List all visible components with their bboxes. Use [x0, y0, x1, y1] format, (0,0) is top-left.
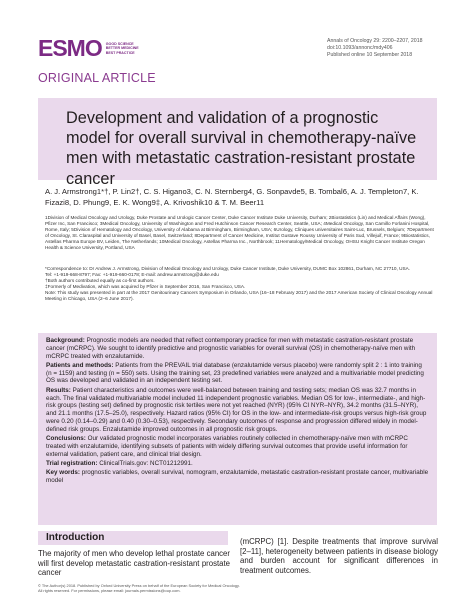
copyright-line: © The Author(s) 2018. Published by Oxford University Press on behalf of the European Society for Medical Oncology. [38, 583, 240, 588]
abstract-panel [38, 333, 437, 525]
title-panel [38, 98, 437, 188]
intro-text-left: The majority of men who develop lethal prostate cancer will first develop metastatic castration-resistant prostate cancer [38, 549, 230, 578]
copyright-footer [38, 583, 437, 593]
published-date: Published online 10 September 2018 [327, 52, 413, 58]
citation: Annals of Oncology 29: 2200–2207, 2018 [327, 38, 423, 44]
correspondence-line: *Correspondence to: Dr Andrew J. Armstrong, Division of Medical Oncology and Urology, Duke Cancer Institute, Duke University, DUMC Box 102861, Durham, NC 27710, USA. [45, 266, 411, 271]
section-text: Patients from the PREVAIL trial database (enzalutamide versus placebo) were randomly split 2 : 1 into training (n = 1159) and testing (n = 550) sets. Using the training set, 23 predefined variables were analyzed and a multivariable model predicting OS was developed and validated in an independent testing set. [46, 361, 424, 385]
permissions-line: All rights reserved. For permissions, please email: journals.permissions@oup.com. [38, 588, 181, 593]
section-label: Patients and methods: [46, 361, 114, 369]
article-type: ORIGINAL ARTICLE [38, 71, 156, 85]
section-text: Our validated prognostic model incorporates variables routinely collected in chemotherapy-naïve men with mCRPC treated with enzalutamide, identifying subsets of patients with widely differing survival outcomes that provide useful information for external validation, patient care, and clinical trial design. [46, 435, 408, 458]
section-label: Conclusions: [46, 435, 86, 443]
intro-heading: Introduction [46, 532, 105, 543]
journal-meta [327, 38, 437, 59]
logo-tagline-line: GOOD SCIENCE [105, 41, 134, 46]
abstract-results [46, 387, 429, 434]
affiliation-text: 1Division of Medical Oncology and Urology, Duke Prostate and Urologic Cancer Center, Duke Cancer Institute Duke University, Durham; 2Biostatistics (Lin) and Medical Affairs (Wong), Pfizer Inc, San Francisco; 3Medical Oncology, University of Washington and Fred Hutchinson Cancer Research Center, Seattle, USA; 4Medical Oncology, San Camillo Forlanini Hospital, Rome, Italy; 5Division of Hematology and Oncology, University of Alabama at Birmingham, Birmingham, USA; 6Urology, Cliniques universitaires Saint-Luc, Brussels, Belgium; 7Department of Oncology, St. Claraspital and University of Basel, Basel, Switzerland; 8Department of Cancer Medicine, Institut Gustave Roussy University of Paris Sud, Villejuif, France; 9Biostatistics, Astellas Pharma Europe BV, Leiden, The Netherlands; 10Medical Oncology, Astellas Pharma Inc., Northbrook; 11Hematology/Medical Oncology, OHSU Knight Cancer Institute Oregon Health & Science University, Portland, USA [45, 215, 434, 251]
section-label: Trial registration: [46, 460, 98, 467]
journal-header [0, 0, 474, 100]
section-label: Background: [46, 337, 85, 344]
section-label: Key words: [46, 469, 80, 477]
article-title: Development and validation of a prognostic model for overall survival in chemotherapy-naïve men with metastatic castration-resistant prostate cancer [66, 109, 417, 188]
correspondence-line: Tel: +1-919-668-8797; Fax: +1-919-660-0178; E-mail: andrew.armstrong@duke.edu [45, 272, 219, 278]
footnote-line: †Both authors contributed equally as co-first authors. [45, 278, 155, 284]
section-text: prognostic variables, overall survival, nomogram, enzalutamide, metastatic castration-resistant prostate cancer, multivariable model [46, 469, 429, 485]
section-label: Results: [46, 386, 71, 394]
abstract-trial-registration [46, 460, 429, 468]
intro-text-right: (mCRPC) [1]. Despite treatments that improve survival [2–11], heterogeneity between patients in disease biology and burden account for significant differences in treatment outcomes. [240, 537, 438, 575]
logo-tagline-line: BEST PRACTICE [105, 50, 135, 55]
section-text: Patient characteristics and outcomes were well-balanced between training and testing sets; median OS was 32.7 months in each. The final validated multivariable model included 11 independent prognostic variables. Median OS for low-, intermediate-, and high-risk groups (testing set) defined by prognostic risk tertiles were not yet reached (NYR) (95% CI NYR–NYR), 34.2 months (31.5–NYR), and 21.1 months (17.5–25.0), respectively. Hazard ratios (95% CI) for OS in the low- and intermediate-risk groups versus high-risk group were 0.20 (0.14–0.29) and 0.40 (0.30–0.53), respectively. Secondary outcomes of response and progression differed widely in model-defined risk groups. Enzalutamide improved outcomes in all prognostic risk groups. [46, 386, 427, 433]
esmo-logo [38, 37, 140, 60]
affiliations [45, 215, 437, 252]
doi: doi:10.1093/annonc/mdy406 [327, 45, 393, 51]
section-text: Prognostic models are needed that reflect contemporary practice for men with metastatic castration-resistant prostate cancer (mCRPC). We sought to identify predictive and prognostic variables for overall survival (OS) in chemotherapy-naïve men with mCRPC treated with enzalutamide. [46, 337, 416, 360]
correspondence-notes [45, 266, 437, 303]
logo-mark: ESMO [38, 35, 102, 61]
abstract-conclusions [46, 435, 429, 458]
logo-tagline [106, 42, 140, 55]
logo-tagline-line: BETTER MEDICINE [105, 46, 139, 51]
footnote-line: Note: This study was presented in part at the 2017 Genitourinary Cancers Symposium in Orlando, USA (16–18 February 2017) and the 2017 American Society of Clinical Oncology Annual Meeting in Chicago, USA (2–6 June 2017). [45, 290, 433, 302]
footnote-line: ‡Formerly of Medivation, which was acquired by Pfizer in September 2016, San Francisco, USA. [45, 284, 246, 290]
section-text: ClinicalTrials.gov: NCT01212991. [99, 460, 193, 467]
author-list: A. J. Armstrong1*†, P. Lin2†, C. S. Higano3, C. N. Sternberg4, G. Sonpavde5, B. Tombal6, A. J. Templeton7, K. Fizazi8, D. Phung9, E. K. Wong9‡, A. Krivoshik10 & T. M. Beer11 [45, 187, 419, 207]
abstract-background [46, 337, 429, 360]
abstract-methods [46, 362, 429, 385]
abstract-key-words [46, 469, 429, 485]
